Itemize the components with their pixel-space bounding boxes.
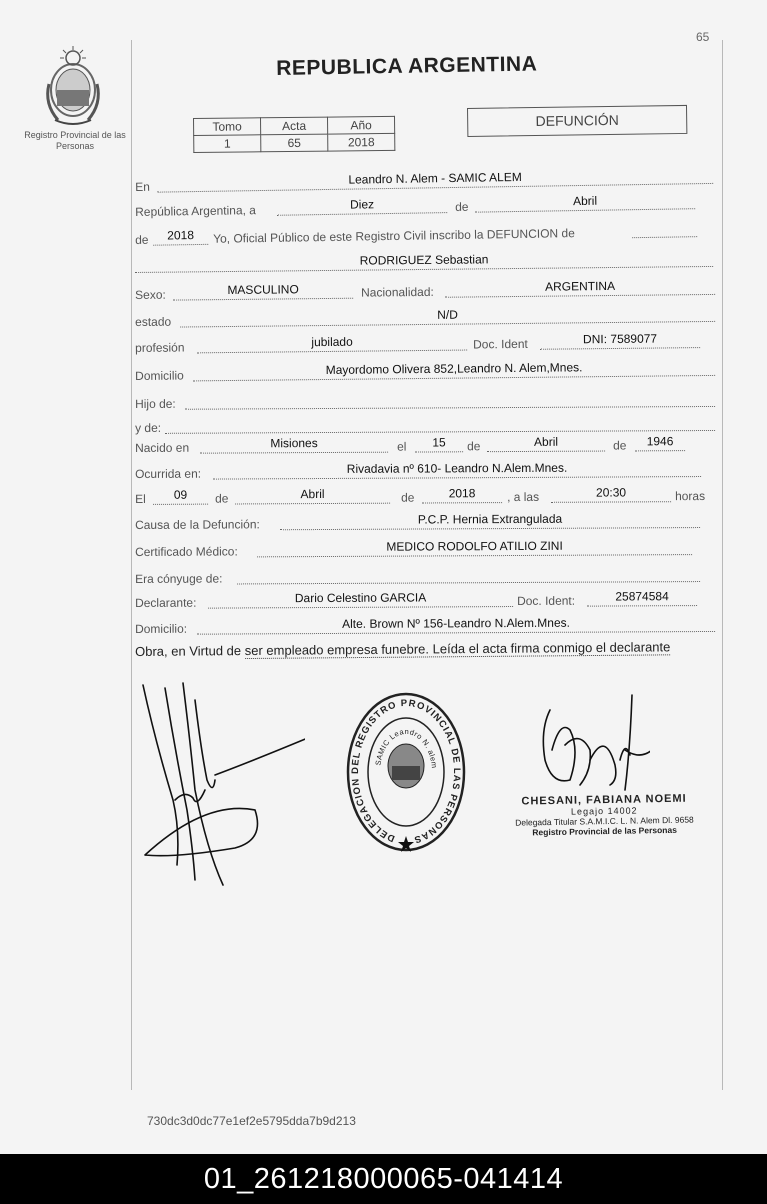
nacido-label: Nacido en xyxy=(135,440,190,455)
oficial-blank xyxy=(632,220,697,238)
registry-table xyxy=(193,116,395,153)
sexo-field: MASCULINO xyxy=(173,282,353,301)
hijo-label: Hijo de: xyxy=(135,396,176,411)
delegation-seal xyxy=(344,688,469,856)
official-name: CHESANI, FABIANA NOEMI xyxy=(521,792,687,808)
lugar-field: Leandro N. Alem - SAMIC ALEM xyxy=(157,167,713,193)
act-type-box: DEFUNCIÓN xyxy=(467,105,687,137)
seal-inner-text: SAMIC Leandro N. alem xyxy=(373,726,440,769)
official-legajo: Legajo 14002 xyxy=(570,805,638,817)
left-margin-line xyxy=(131,40,132,1090)
conyuge-label: Era cónyuge de: xyxy=(135,571,223,586)
form-row-nombre xyxy=(135,250,715,276)
office-name: Registro Provincial de las Personas xyxy=(24,130,126,151)
form-row-sexo xyxy=(135,278,715,304)
republica-label: República Argentina, a xyxy=(135,203,257,219)
nac-mes-field: Abril xyxy=(487,435,605,453)
form-row-causa xyxy=(135,511,715,534)
domicilio-field: Mayordomo Olivera 852,Leandro N. Alem,Mnes. xyxy=(193,359,715,381)
registry-label-anio: Año xyxy=(327,116,394,134)
form-row-ocurrida xyxy=(135,460,715,483)
def-de2-label: de xyxy=(401,490,415,505)
document-hash: 730dc3d0dc77e1ef2e5795dda7b9d213 xyxy=(147,1114,356,1128)
estado-field: N/D xyxy=(180,305,715,328)
doc-label: Doc. Ident xyxy=(473,336,528,352)
causa-field: P.C.P. Hernia Extrangulada xyxy=(280,511,700,530)
el2-label: El xyxy=(135,491,146,506)
ocurrida-label: Ocurrida en: xyxy=(135,466,202,481)
form-row-fecha xyxy=(135,192,715,221)
hora-field: 20:30 xyxy=(551,485,671,503)
form-row-certificado xyxy=(135,538,715,561)
nac-de2-label: de xyxy=(613,438,627,453)
profesion-field: jubilado xyxy=(197,334,467,354)
certificado-label: Certificado Médico: xyxy=(135,544,238,559)
yde-label: y de: xyxy=(135,420,162,435)
dia-field: Diez xyxy=(277,196,447,216)
registry-label-acta: Acta xyxy=(261,117,328,135)
doc2-field: 25874584 xyxy=(587,589,697,607)
obra-label: Obra, en Virtud de xyxy=(135,643,242,659)
official-stamp xyxy=(494,792,715,838)
footer-id: 01_261218000065-041414 xyxy=(0,1154,767,1204)
form-row-profesion xyxy=(135,331,715,357)
registry-value-anio: 2018 xyxy=(328,133,395,151)
ocurrida-field: Rivadavia nº 610- Leandro N.Alem.Mnes. xyxy=(213,460,701,480)
form-row-domicilio2 xyxy=(135,615,715,638)
declarante-signature xyxy=(135,680,305,890)
estado-label: estado xyxy=(135,314,172,329)
form-row-anio xyxy=(135,220,715,249)
en-label: En xyxy=(135,179,150,194)
horas-label: horas xyxy=(675,489,706,504)
nacionalidad-label: Nacionalidad: xyxy=(361,284,434,300)
nacionalidad-field: ARGENTINA xyxy=(445,278,715,298)
nac-anio-field: 1946 xyxy=(635,434,685,451)
conyuge-field xyxy=(237,565,700,584)
registry-value-acta: 65 xyxy=(261,134,328,152)
sexo-label: Sexo: xyxy=(135,287,166,302)
hijo-field xyxy=(185,390,715,410)
anio-field: 2018 xyxy=(153,228,208,246)
right-margin-line xyxy=(722,40,723,1090)
obra-paragraph xyxy=(135,636,717,662)
form-row-domicilio xyxy=(135,359,715,385)
alas-label: , a las xyxy=(507,489,540,505)
official-signature xyxy=(530,690,650,805)
registry-value-tomo: 1 xyxy=(194,135,261,153)
registry-label-tomo: Tomo xyxy=(194,118,261,136)
def-de1-label: de xyxy=(215,491,229,506)
official-registro: Registro Provincial de las Personas xyxy=(532,824,677,838)
domicilio2-label: Domicilio: xyxy=(135,621,188,636)
def-anio-field: 2018 xyxy=(422,486,502,503)
seal-outer-text: DELEGACION DEL REGISTRO PROVINCIAL DE LAS PERSONAS xyxy=(349,697,463,846)
form-row-declarante xyxy=(135,589,715,612)
nac-de1-label: de xyxy=(467,439,481,454)
certificado-field: MEDICO RODOLFO ATILIO ZINI xyxy=(257,538,692,557)
causa-label: Causa de la Defunción: xyxy=(135,517,260,532)
domicilio-label: Domicilio xyxy=(135,368,184,383)
de-label-2: de xyxy=(135,232,149,247)
nac-dia-field: 15 xyxy=(415,435,463,452)
doc-field: DNI: 7589077 xyxy=(540,331,700,350)
obra-text: ser empleado empresa funebre. Leída el acta firma conmigo el declarante xyxy=(244,639,671,659)
doc2-label: Doc. Ident: xyxy=(517,593,576,608)
mes-field: Abril xyxy=(475,192,695,212)
form-row-defuncion-fecha xyxy=(135,485,715,508)
page-title: REPUBLICA ARGENTINA xyxy=(276,52,538,80)
el-label: el xyxy=(397,439,407,454)
def-dia-field: 09 xyxy=(153,488,208,505)
official-cargo: Delegada Titular S.A.M.I.C. L. N. Alem Dl. 9658 xyxy=(515,814,694,828)
form-row-nacido xyxy=(135,434,715,457)
de-label: de xyxy=(455,199,469,214)
oficial-text: Yo, Oficial Público de este Registro Civil inscribo la DEFUNCION de xyxy=(213,226,575,246)
yde-field xyxy=(165,414,715,434)
declarante-field: Dario Celestino GARCIA xyxy=(208,590,513,609)
profesion-label: profesión xyxy=(135,340,185,355)
form-row-lugar xyxy=(135,167,715,196)
domicilio2-field: Alte. Brown Nº 156-Leandro N.Alem.Mnes. xyxy=(197,615,715,635)
def-mes-field: Abril xyxy=(235,487,390,505)
form-row-estado xyxy=(135,305,715,331)
nombre-field: RODRIGUEZ Sebastian xyxy=(135,250,713,273)
form-row-conyuge xyxy=(135,565,715,588)
nacido-lugar-field: Misiones xyxy=(200,436,388,454)
form-row-hijo xyxy=(135,390,715,413)
argentina-coat-of-arms-icon xyxy=(40,44,106,126)
declarante-label: Declarante: xyxy=(135,595,197,610)
page-number: 65 xyxy=(696,30,710,44)
